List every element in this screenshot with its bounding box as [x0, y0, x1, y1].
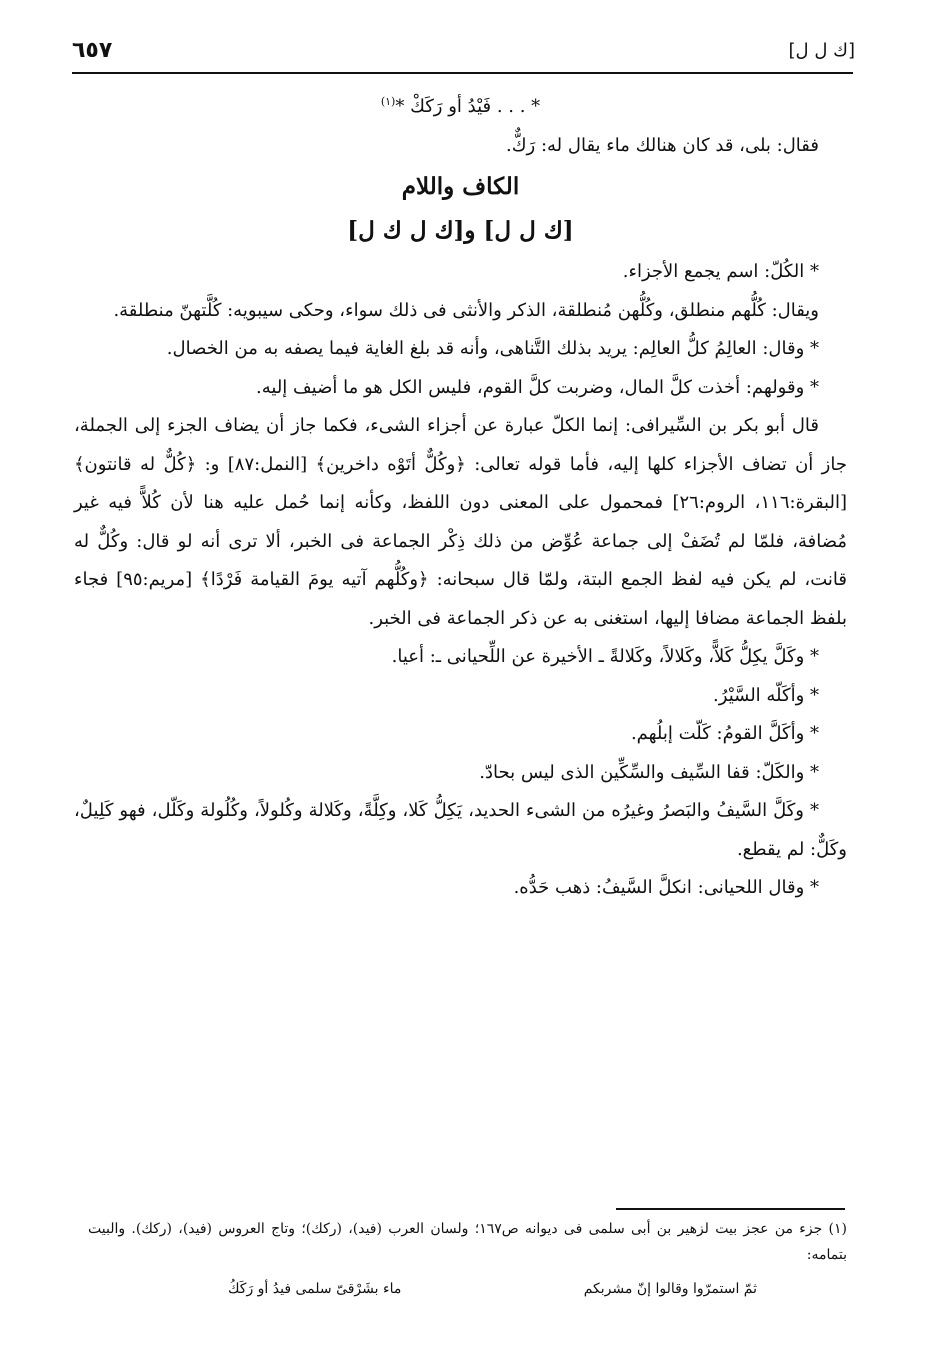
paragraph: * وأكَلّه السَّيْرُ.	[713, 684, 819, 706]
header-divider	[72, 72, 853, 74]
page-header	[72, 34, 855, 70]
paragraph: * وكَلَّ يكِلُّ كَلاًّ، وكَلالاً، وكَلالةً ـ الأخيرة عن اللِّحيانى ـ: أعيا.	[391, 646, 819, 667]
paragraph: * والكَلّ: قفا السِّيف والسِّكِّين الذى ليس بحادّ.	[479, 761, 819, 783]
page-number: ٦٥٧	[72, 38, 113, 63]
root-title: [ك ل ل] و[ك ل ك ل]	[347, 217, 574, 244]
main-text	[74, 88, 847, 908]
paragraph: قال أبو بكر بن السِّيرافى: إنما الكلّ عبارة عن أجزاء الشىء، فكما جاز أن يضاف الجزء إلى الجملة، جاز أن تضاف الأجزاء كلها إليه، فأما قوله تعالى: ﴿وكُلٌّ أتَوْه داخرين﴾ [النمل:٨٧] و: ﴿كُلٌّ له قانتون﴾ [البقرة:١١٦، الروم:٢٦] فمحمول على المعنى دون اللفظ، وكأنه إنما حُمل عليه هنا لأن كُلاًّ فيه غير مُضافة، فلمّا لم تُضَفْ إلى جماعة عُوِّض من ذلك ذِكْر الجماعة فى الخبر، ألا ترى أنه لو قال: وكُلٌّ له قانت، لم يكن فيه لفظ الجمع البتة، ولمّا قال سبحانه: ﴿وكُلُّهم آتيه يومَ القيامة فَرْدًا﴾ [مريم:٩٥] فجاء بلفظ الجماعة مضافا إليها، استغنى به عن ذكر الجماعة فى الخبر.	[74, 415, 848, 629]
paragraph: * وقولهم: أخذت كلَّ المال، وضربت كلَّ القوم، فليس الكل هو ما أضيف إليه.	[256, 376, 819, 398]
paragraph: فقال: بلى، قد كان هنالك ماء يقال له: رَكٌّ.	[506, 134, 819, 156]
running-head-root: [ك ل ل]	[788, 40, 855, 61]
footnote-text: (١) جزء من عجز بيت لزهير بن أبى سلمى فى ديوانه ص١٦٧؛ ولسان العرب (فيد)، (ركك)؛ وتاج العروس (فيد)، (ركك). والبيت بتمامه:	[88, 1221, 847, 1263]
footnote-marker: (١)	[380, 95, 396, 108]
paragraph: * وأكَلَّ القومُ: كَلّت إبلُهم.	[630, 723, 819, 744]
footnote-divider	[616, 1208, 845, 1210]
verse-first-half: ثمّ استمرّوا وقالوا إنّ مشربكم	[583, 1281, 757, 1297]
paragraph: * وقال: العالِمُ كلُّ العالِم: يريد بذلك التَّناهى، وأنه قد بلغ الغاية فيما يصفه به من الخصال.	[166, 338, 819, 359]
verse-fragment-line	[74, 88, 847, 127]
paragraph: * وقال اللحيانى: انكلَّ السَّيفُ: ذهب حَدُّه.	[513, 877, 819, 898]
paragraph: * وكَلَّ السَّيفُ والبَصرُ وغيرُه من الشىء الحديد، يَكِلُّ كَلا، وكِلَّةً، وكَلالة وكُلولاً، وكُلُولة وكَلّل، فهو كَلِيلٌ، وكَلٌّ: لم يقطع.	[74, 800, 847, 860]
paragraph: ويقال: كُلُّهم منطلق، وكُلُّهن مُنطلقة، الذكر والأنثى فى ذلك سواء، وحكى سيبويه: كُلَّتهنّ منطلقة.	[113, 299, 819, 321]
paragraph: * الكُلّ: اسم يجمع الأجزاء.	[622, 261, 819, 282]
verse-fragment: * . . . فَيْدُ أو رَكَكْ *	[395, 96, 541, 117]
footnotes	[88, 1216, 847, 1308]
footnote-verse	[88, 1274, 847, 1308]
verse-second-half: ماء بشَرْقىّ سلمى فيدُ أو رَكَكُ	[228, 1281, 402, 1297]
section-title: الكاف واللام	[401, 173, 520, 200]
